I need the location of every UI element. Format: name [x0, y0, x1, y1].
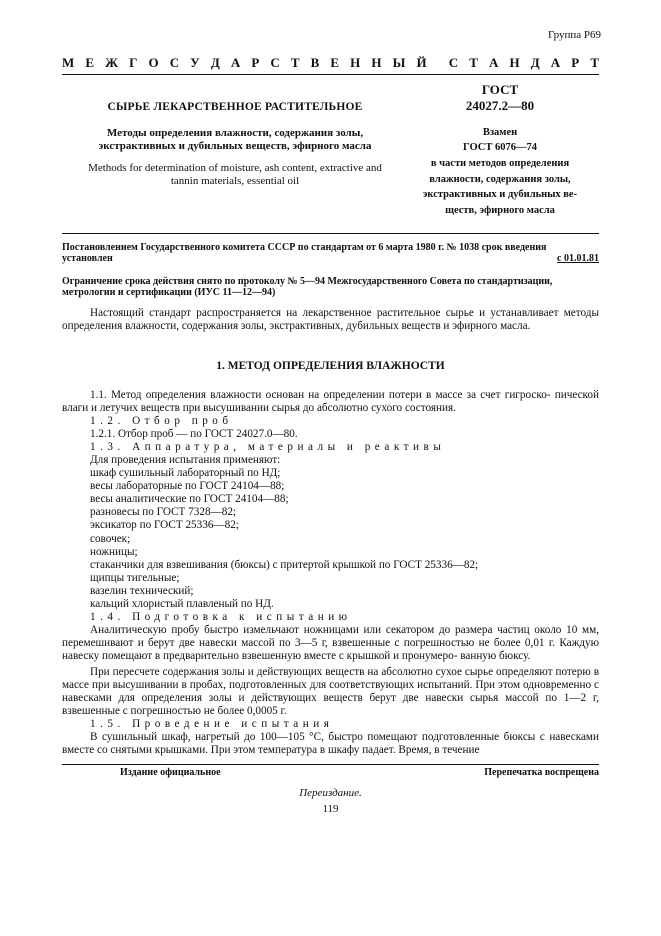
instead-label: Взамен	[482, 127, 518, 138]
apparatus-item: стаканчики для взвешивания (бюксы) с притертой крышкой по ГОСТ 25336—82;	[90, 558, 479, 571]
apparatus-item: вазелин технический;	[90, 584, 194, 597]
banner-letter: Й	[416, 55, 427, 70]
banner-letter: А	[489, 55, 499, 70]
banner-letter: В	[310, 55, 320, 70]
instead-gost: ГОСТ 6076—74	[463, 142, 537, 153]
banner-letter: Ы	[392, 55, 406, 70]
standard-title: СЫРЬЕ ЛЕКАРСТВЕННОЕ РАСТИТЕЛЬНОЕ	[107, 101, 363, 113]
banner-letter: О	[148, 55, 159, 70]
apparatus-item: весы лабораторные по ГОСТ 24104—88;	[90, 480, 285, 493]
interstate-standard-banner	[62, 55, 599, 71]
header-rule-top	[62, 74, 599, 75]
banner-letter: Д	[530, 55, 540, 70]
decree-date: с 01.01.81	[557, 253, 599, 264]
banner-letter: М	[62, 55, 75, 70]
apparatus-item: ножницы;	[90, 545, 138, 558]
apparatus-intro: Для проведения испытания применяют:	[90, 454, 281, 467]
intro-paragraph: Настоящий стандарт распространяется на лекарственное растительное сырье и устанавливает методы определения влажности, содержания золы, экстрактивных, дубильных веществ и эфирного масла.	[62, 307, 599, 333]
official-edition-label: Издание официальное	[120, 767, 221, 778]
clause-1-1: 1.1. Метод определения влажности основан на определении потери в массе за счет гигроско- пической влаги и летучих веществ при высушивании сырья до абсолютно сухого состояния.	[62, 389, 599, 415]
apparatus-item: разновесы по ГОСТ 7328—82;	[90, 506, 237, 519]
banner-letter: Р	[251, 55, 260, 70]
banner-letter: Н	[371, 55, 382, 70]
page-number: 119	[322, 803, 339, 815]
section-body	[62, 389, 599, 757]
banner-letter: С	[270, 55, 280, 70]
section-heading: 1. МЕТОД ОПРЕДЕЛЕНИЯ ВЛАЖНОСТИ	[216, 360, 445, 372]
banner-letter: Т	[590, 55, 599, 70]
gost-number: 24027.2—80	[465, 98, 535, 113]
gost-label: ГОСТ	[481, 82, 519, 97]
limitation-note: Ограничение срока действия снято по протоколу № 5—94 Межгосударственного Совета по стандартизации, метрологии и сертификации (ИУС 11—12—94)	[62, 276, 553, 298]
banner-letter: Е	[330, 55, 340, 70]
banner-letter: Н	[350, 55, 361, 70]
clause-1-3-heading: 1.3. Аппаратура, материалы и реактивы	[90, 441, 446, 454]
clause-1-5-heading: 1.5. Проведение испытания	[90, 718, 334, 731]
banner-letter: С	[448, 55, 459, 70]
apparatus-item: шкаф сушильный лабораторный по НД;	[90, 467, 281, 480]
banner-letter: Р	[571, 55, 580, 70]
group-label: Группа Р69	[547, 29, 601, 41]
clause-1-2-heading: 1.2. Отбор проб	[90, 415, 233, 428]
apparatus-item: совочек;	[90, 532, 131, 545]
apparatus-item: щипцы тигельные;	[90, 571, 180, 584]
banner-letter: Ж	[105, 55, 118, 70]
reissue-note: Переиздание.	[299, 787, 362, 799]
clause-1-4-paragraph-a: Аналитическую пробу быстро измельчают ножницами или секатором до размера частиц около 10 мм, перемешивают и берут две навески массой по 3—5 г, взвешенные с погрешностью не более 0,01 г. Каждую навеску помещают в предварительно взвешенную вместе с крышкой и пронумеро- ванную бюксу.	[62, 623, 599, 662]
instead-description: в части методов определения влажности, содержания золы, экстрактивных и дубильных ве- ществ, эфирного масла	[422, 158, 578, 216]
methods-title-ru: Методы определения влажности, содержания золы, экстрактивных и дубильных веществ, эфирного масла	[98, 127, 372, 152]
banner-letter: А	[230, 55, 241, 70]
footer-rule	[62, 764, 599, 765]
banner-letter: Г	[129, 55, 138, 70]
banner-letter: Д	[210, 55, 220, 70]
banner-letter: Н	[509, 55, 520, 70]
clause-1-2-1: 1.2.1. Отбор проб — по ГОСТ 24027.0—80.	[90, 428, 298, 441]
apparatus-item: весы аналитические по ГОСТ 24104—88;	[90, 493, 289, 506]
clause-1-4-heading: 1.4. Подготовка к испытанию	[90, 610, 352, 623]
header-rule-bottom	[62, 233, 599, 234]
reprint-prohibited-label: Перепечатка воспрещена	[484, 767, 599, 778]
banner-letter: Е	[85, 55, 95, 70]
banner-letter: С	[169, 55, 180, 70]
clause-1-5-paragraph: В сушильный шкаф, нагретый до 100—105 °С, быстро помещают подготовленные бюксы с навесками вместе со снятыми крышками. При этом температура в шкафу падает. Время, в течение	[62, 731, 599, 757]
banner-letter: Т	[290, 55, 300, 70]
banner-letter: У	[190, 55, 200, 70]
clause-1-4-paragraph-b: При пересчете содержания золы и действующих веществ на абсолютно сухое сырье определяют потерю в массе при высушивании в пробах, подготовленных для соответствующих испытаний. При этом одновременно с навесками для определения золы и действующих веществ берут две навески сырья массой по 1—2 г, взвешенные с погрешностью не более 0,0005 г.	[62, 665, 599, 718]
decree-text: Постановлением Государственного комитета СССР по стандартам от 6 марта 1980 г. № 1038 срок введения установлен	[62, 242, 547, 264]
apparatus-item: эксикатор по ГОСТ 25336—82;	[90, 519, 239, 532]
banner-letter: Т	[469, 55, 478, 70]
apparatus-item: кальций хлористый плавленый по НД.	[90, 597, 274, 610]
methods-title-en: Methods for determination of moisture, ash content, extractive and tannin materials, essential oil	[88, 162, 382, 187]
banner-letter: А	[550, 55, 561, 70]
